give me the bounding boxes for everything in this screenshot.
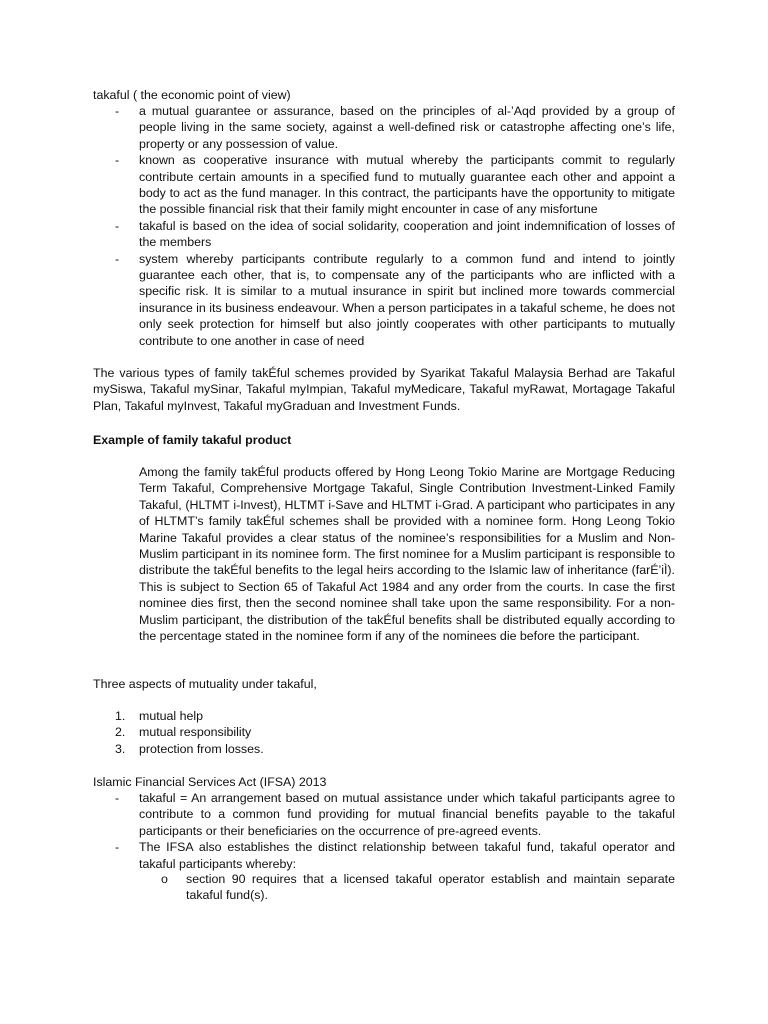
mutuality-list xyxy=(93,708,264,757)
takaful-definitions-list xyxy=(93,103,675,349)
section-heading-takaful: takaful ( the economic point of view) xyxy=(93,88,291,102)
list-item: 2. mutual responsibility xyxy=(115,725,252,740)
list-item: - The IFSA also establishes the distinct relationship between takaful fund, takaful operator and takaful participants whereby: xyxy=(115,840,675,871)
list-item: - known as cooperative insurance with mutual whereby the participants commit to regularly contribute certain amounts in a specified fund to mutually guarantee each other and appoint a body to act as the fund manager. In this contract, the participants have the opportunity to mitigate the possible financial risk that their family might encounter in case of any misfortune xyxy=(115,153,675,217)
list-item: - takaful = An arrangement based on mutual assistance under which takaful participants agree to contribute to a common fund providing for mutual financial benefits payable to the takaful participants or their beneficiaries on the occurrence of pre-agreed events. xyxy=(115,791,675,838)
ifsa-list xyxy=(93,790,675,872)
example-heading: Example of family takaful product xyxy=(93,433,292,447)
dash-bullet: - xyxy=(115,251,120,266)
takaful-types-paragraph: The various types of family takÉful schemes provided by Syarikat Takaful Malaysia Berhad are Takaful mySiswa, Takaful mySinar, Takaful myImpian, Takaful myMedicare, Takaful myRawat, Mortagage Takaful Plan, Takaful myInvest, Takaful myGraduan and Investment Funds. xyxy=(93,366,675,413)
list-item: 3. protection from losses. xyxy=(115,741,264,756)
list-item: o section 90 requires that a licensed takaful operator establish and maintain separate takaful fund(s). xyxy=(161,872,675,903)
ifsa-sublist xyxy=(139,871,675,904)
list-item: 1. mutual help xyxy=(115,709,204,723)
dash-bullet: - xyxy=(115,153,120,168)
list-item: - takaful is based on the idea of social solidarity, cooperation and joint indemnification of losses of the members xyxy=(115,218,675,250)
dash-bullet: - xyxy=(115,840,120,855)
example-paragraph: Among the family takÉful products offered by Hong Leong Tokio Marine are Mortgage Reducing Term Takaful, Comprehensive Mortgage Takaful, Single Contribution Investment-Linked Family Takaful, (HLTMT i-Invest), HLTMT i-Save and HLTMT i-Grad. A participant who participates in any of HLTMT’s family takÉful schemes shall be provided with a nominee form. Hong Leong Tokio Marine Takaful provides a clear status of the nominee’s responsibilities for a Muslim and Non-Muslim participant in its nominee form. The first nominee for a Muslim participant is responsible to distribute the takÉful benefits to the legal heirs according to the Islamic law of inheritance (farÉ’iÌ). This is subject to Section 65 of Takaful Act 1984 and any order from the courts. In case the first nominee dies first, then the second nominee shall take upon the same responsibility. For a non-Muslim participant, the distribution of the takÉful benefits shall be distributed equally according to the percentage stated in the nominee form if any of the nominees die before the participant. xyxy=(139,465,675,644)
dash-bullet: - xyxy=(115,791,120,805)
list-item: - a mutual guarantee or assurance, based on the principles of al-’Aqd provided by a group of people living in the same society, against a well-defined risk or catastrophe affecting one’s life, property or any possession of value. xyxy=(115,104,675,151)
dash-bullet: - xyxy=(115,104,120,118)
mutuality-heading: Three aspects of mutuality under takaful, xyxy=(93,677,317,691)
list-item: - system whereby participants contribute regularly to a common fund and intend to jointly guarantee each other, that is, to compensate any of the participants who are inflicted with a specific risk. It is similar to a mutual insurance in spirit but inclined more towards commercial insurance in its business endeavour. When a person participates in a takaful scheme, he does not only seek protection for himself but also jointly cooperates with other participants to mutually contribute to one another in case of need xyxy=(115,251,675,348)
ifsa-heading: Islamic Financial Services Act (IFSA) 2013 xyxy=(93,775,327,789)
circle-bullet: o xyxy=(161,872,168,886)
dash-bullet: - xyxy=(115,218,120,233)
